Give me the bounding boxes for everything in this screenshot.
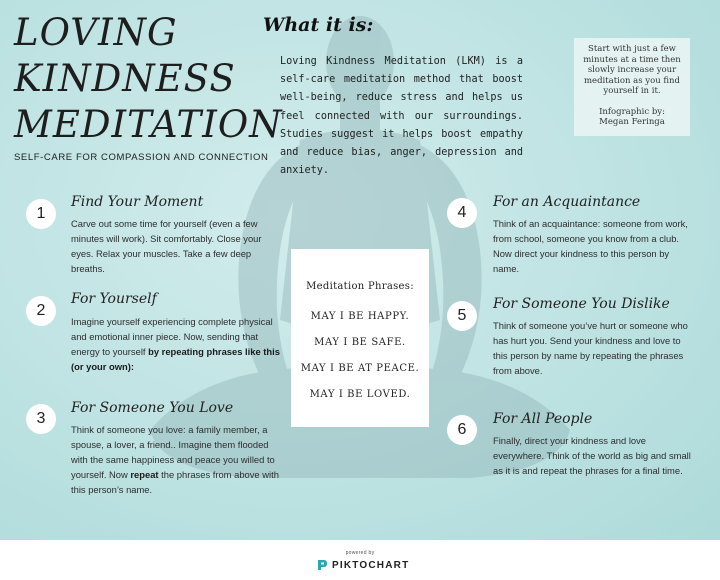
title-line-1: LOVING (14, 11, 178, 54)
phrases-title: Meditation Phrases: (306, 281, 414, 292)
step-4-body: Think of an acquaintance: someone from work, from school, someone you know from a club. Now direct your kindness to this person by name. (493, 218, 688, 274)
step-2-body: Imagine yourself experiencing complete physical and emotional inner piece. Now, sending that energy to yourself by repeating phrases like this (or your own): (71, 316, 280, 372)
subtitle: SELF-CARE FOR COMPASSION AND CONNECTION (14, 152, 269, 163)
piktochart-logo-icon (316, 559, 328, 571)
step-6-title: For All People (493, 411, 593, 427)
phrase-2: MAY I BE SAFE. (314, 337, 406, 348)
title-line-3: MEDITATION (14, 103, 283, 146)
tip-text: Start with just a few minutes at a time then slowly increase your meditation as you find yourself in it. (583, 44, 681, 96)
step-4-title: For an Acquaintance (493, 194, 641, 210)
step-6-number: 6 (447, 415, 477, 445)
credit-label: Infographic by: (599, 106, 665, 117)
step-5-number: 5 (447, 301, 477, 331)
brand-name: PIKTOCHART (332, 559, 410, 571)
powered-by-label: powered by (345, 550, 375, 556)
piktochart-brand[interactable] (316, 558, 409, 572)
step-2-number: 2 (26, 296, 56, 326)
phrases-card (291, 249, 429, 427)
phrase-1: MAY I BE HAPPY. (310, 311, 410, 322)
step-6-body: Finally, direct your kindness and love everywhere. Think of the world as big and small as it is and repeat the phrases for a final time. (493, 435, 691, 476)
credit-name: Megan Feringa (599, 117, 665, 127)
footer (0, 540, 720, 580)
step-5-body: Think of someone you’ve hurt or someone who has hurt you. Send your kindness and love to this person by name by repeating the phrases from above. (493, 320, 688, 376)
what-it-is-heading: What it is: (263, 14, 374, 36)
title-line-2: KINDNESS (14, 57, 236, 100)
step-3-body: Think of someone you love: a family member, a spouse, a lover, a friend.. Imagine them flooded with the same happiness and peace you willed to yourself. Now repeat the phrases from above with this person’s name. (71, 424, 279, 495)
phrase-4: MAY I BE LOVED. (309, 389, 411, 400)
step-1-title: Find Your Moment (71, 194, 204, 210)
step-3-title: For Someone You Love (71, 400, 234, 416)
step-4-number: 4 (447, 198, 477, 228)
step-1-body: Carve out some time for yourself (even a few minutes will work). Sit comfortably. Close your eyes. Relax your muscles. Take a few deep breaths. (71, 218, 262, 274)
step-3-number: 3 (26, 404, 56, 434)
step-5-title: For Someone You Dislike (493, 296, 670, 312)
phrase-3: MAY I BE AT PEACE. (300, 363, 420, 374)
step-1-number: 1 (26, 199, 56, 229)
tip-card (574, 38, 690, 136)
step-2-title: For Yourself (71, 291, 157, 307)
intro-text: Loving Kindness Meditation (LKM) is a self-care meditation method that boost well-being, reduce stress and helps us feel connected with our surroundings. Studies suggest it helps boost empathy and reduce bias, anger, depression and anxiety. (280, 56, 523, 177)
